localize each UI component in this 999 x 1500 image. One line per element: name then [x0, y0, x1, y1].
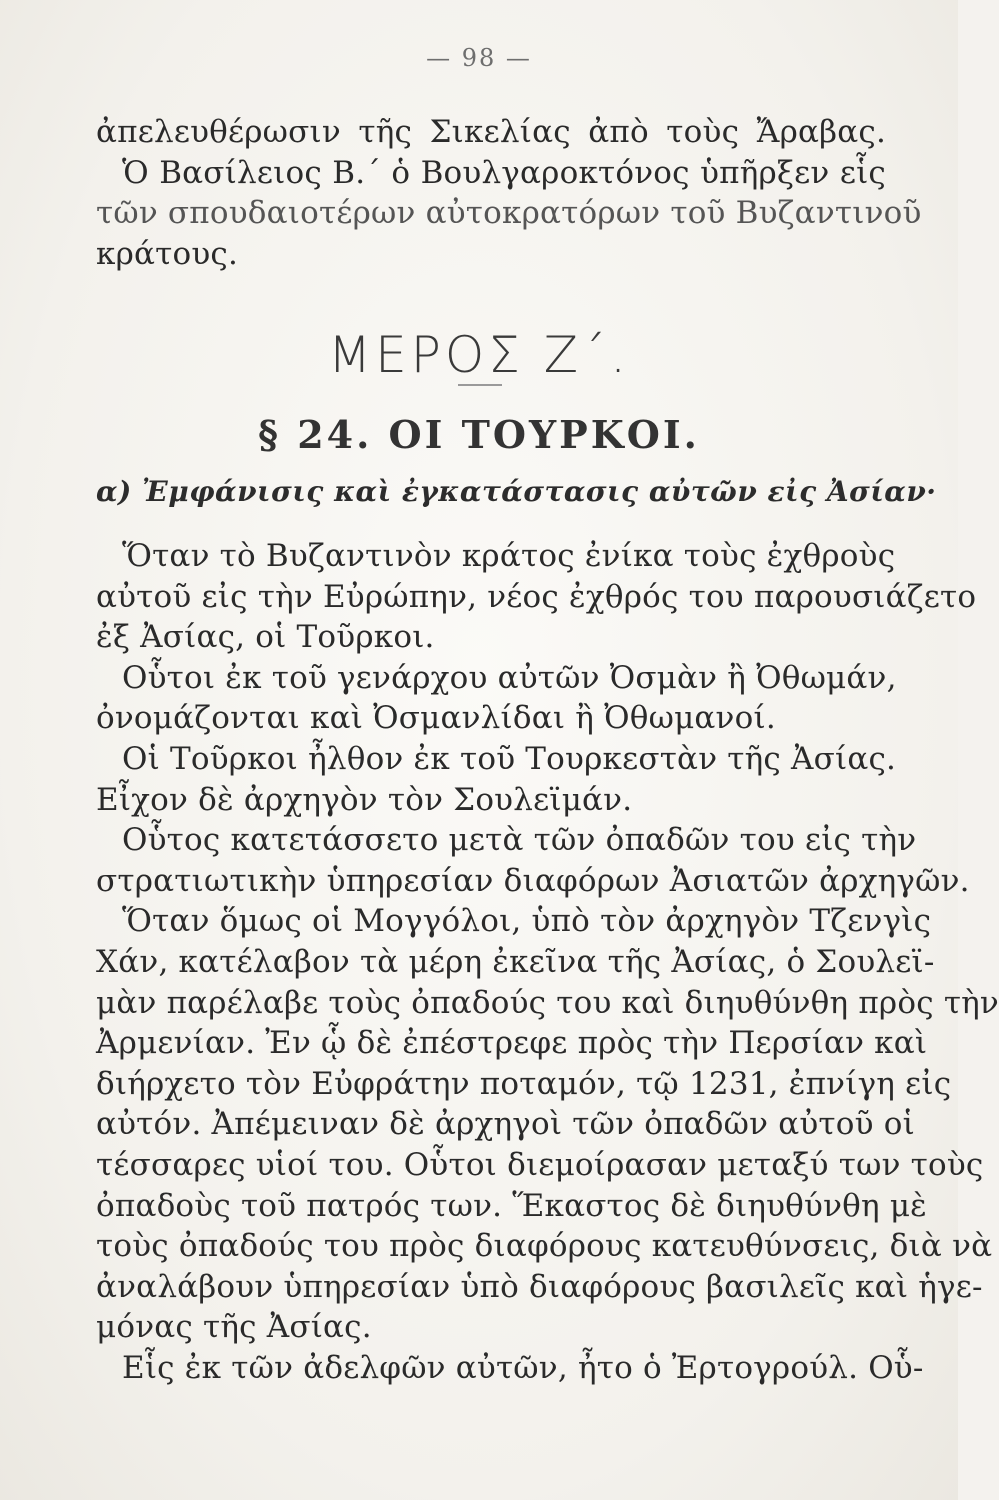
text-line: διήρχετο τὸν Εὐφράτην ποταμόν, τῷ 1231, ἐπνίγη εἰς	[96, 1065, 952, 1102]
text-line: αὐτοῦ εἰς τὴν Εὐρώπην, νέος ἐχθρός του παρουσιάζετο	[96, 578, 977, 615]
text-line: Οὗτος κατετάσσετο μετὰ τῶν ὀπαδῶν του εἰς τὴν	[122, 822, 917, 859]
text-line: κράτους.	[96, 235, 239, 272]
text-line: ἀναλάβουν ὑπηρεσίαν ὑπὸ διαφόρους βασιλεῖς καὶ ἡγε-	[96, 1268, 983, 1305]
body-text	[96, 536, 999, 1388]
text-line: Οὗτοι ἐκ τοῦ γενάρχου αὐτῶν Ὀσμὰν ἢ Ὀθωμάν,	[122, 659, 897, 696]
text-line: τῶν σπουδαιοτέρων αὐτοκρατόρων τοῦ Βυζαντινοῦ	[96, 195, 922, 232]
text-line: Εἶχον δὲ ἀρχηγὸν τὸν Σουλεϊμάν.	[96, 781, 633, 818]
text-line: ἐξ Ἀσίας, οἱ Τοῦρκοι.	[96, 619, 435, 656]
text-line: ὀνομάζονται καὶ Ὀσμανλίδαι ἢ Ὀθωμανοί.	[96, 700, 776, 737]
text-line: στρατιωτικὴν ὑπηρεσίαν διαφόρων Ἀσιατῶν ἀρχηγῶν.	[96, 862, 970, 899]
divider	[458, 384, 502, 386]
text-line: Ὅταν τὸ Βυζαντινὸν κράτος ἐνίκα τοὺς ἐχθροὺς	[122, 538, 896, 574]
text-line: ὀπαδοὺς τοῦ πατρός των. Ἕκαστος δὲ διηυθύνθη μὲ	[96, 1187, 928, 1224]
top-paragraph	[96, 112, 922, 274]
text-line: Ἀρμενίαν. Ἐν ᾧ δὲ ἐπέστρεφε πρὸς τὴν Περσίαν καὶ	[96, 1025, 928, 1062]
text-line: ἀπελευθέρωσιν τῆς Σικελίας ἀπὸ τοὺς Ἄραβας.	[96, 114, 886, 150]
text-line: Εἷς ἐκ τῶν ἀδελφῶν αὐτῶν, ἦτο ὁ Ἐρτογρούλ. Οὗ-	[122, 1349, 924, 1386]
section-heading: § 24. ΟΙ ΤΟΥΡΚΟΙ.	[258, 412, 700, 457]
text-line: αὐτόν. Ἀπέμειναν δὲ ἀρχηγοὶ τῶν ὀπαδῶν αὐτοῦ οἱ	[96, 1106, 915, 1143]
text-line: Χάν, κατέλαβον τὰ μέρη ἐκεῖνα τῆς Ἀσίας, ὁ Σουλεϊ-	[96, 943, 935, 980]
page-number: — 98 —	[426, 44, 532, 72]
text-line: Ὁ Βασίλειος Β.΄ ὁ Βουλγαροκτόνος ὑπῆρξεν εἷς	[122, 154, 886, 191]
sub-heading: α) Ἐμφάνισις καὶ ἐγκατάστασις αὐτῶν εἰς Ἀσίαν·	[96, 475, 937, 508]
text-line: Οἱ Τοῦρκοι ἦλθον ἐκ τοῦ Τουρκεστὰν τῆς Ἀσίας.	[122, 740, 897, 777]
text-line: μόνας τῆς Ἀσίας.	[96, 1309, 372, 1346]
text-line: τέσσαρες υἱοί του. Οὗτοι διεμοίρασαν μεταξύ των τοὺς	[96, 1146, 984, 1183]
part-heading: ΜΕΡΟΣ Ζ΄.	[327, 326, 630, 384]
text-line: μὰν παρέλαβε τοὺς ὀπαδούς του καὶ διηυθύνθη πρὸς τὴν	[96, 984, 999, 1021]
text-line: τοὺς ὀπαδούς του πρὸς διαφόρους κατευθύνσεις, διὰ νὰ	[96, 1228, 993, 1265]
text-line: Ὅταν ὅμως οἱ Μογγόλοι, ὑπὸ τὸν ἀρχηγὸν Τζενγὶς	[122, 903, 932, 940]
